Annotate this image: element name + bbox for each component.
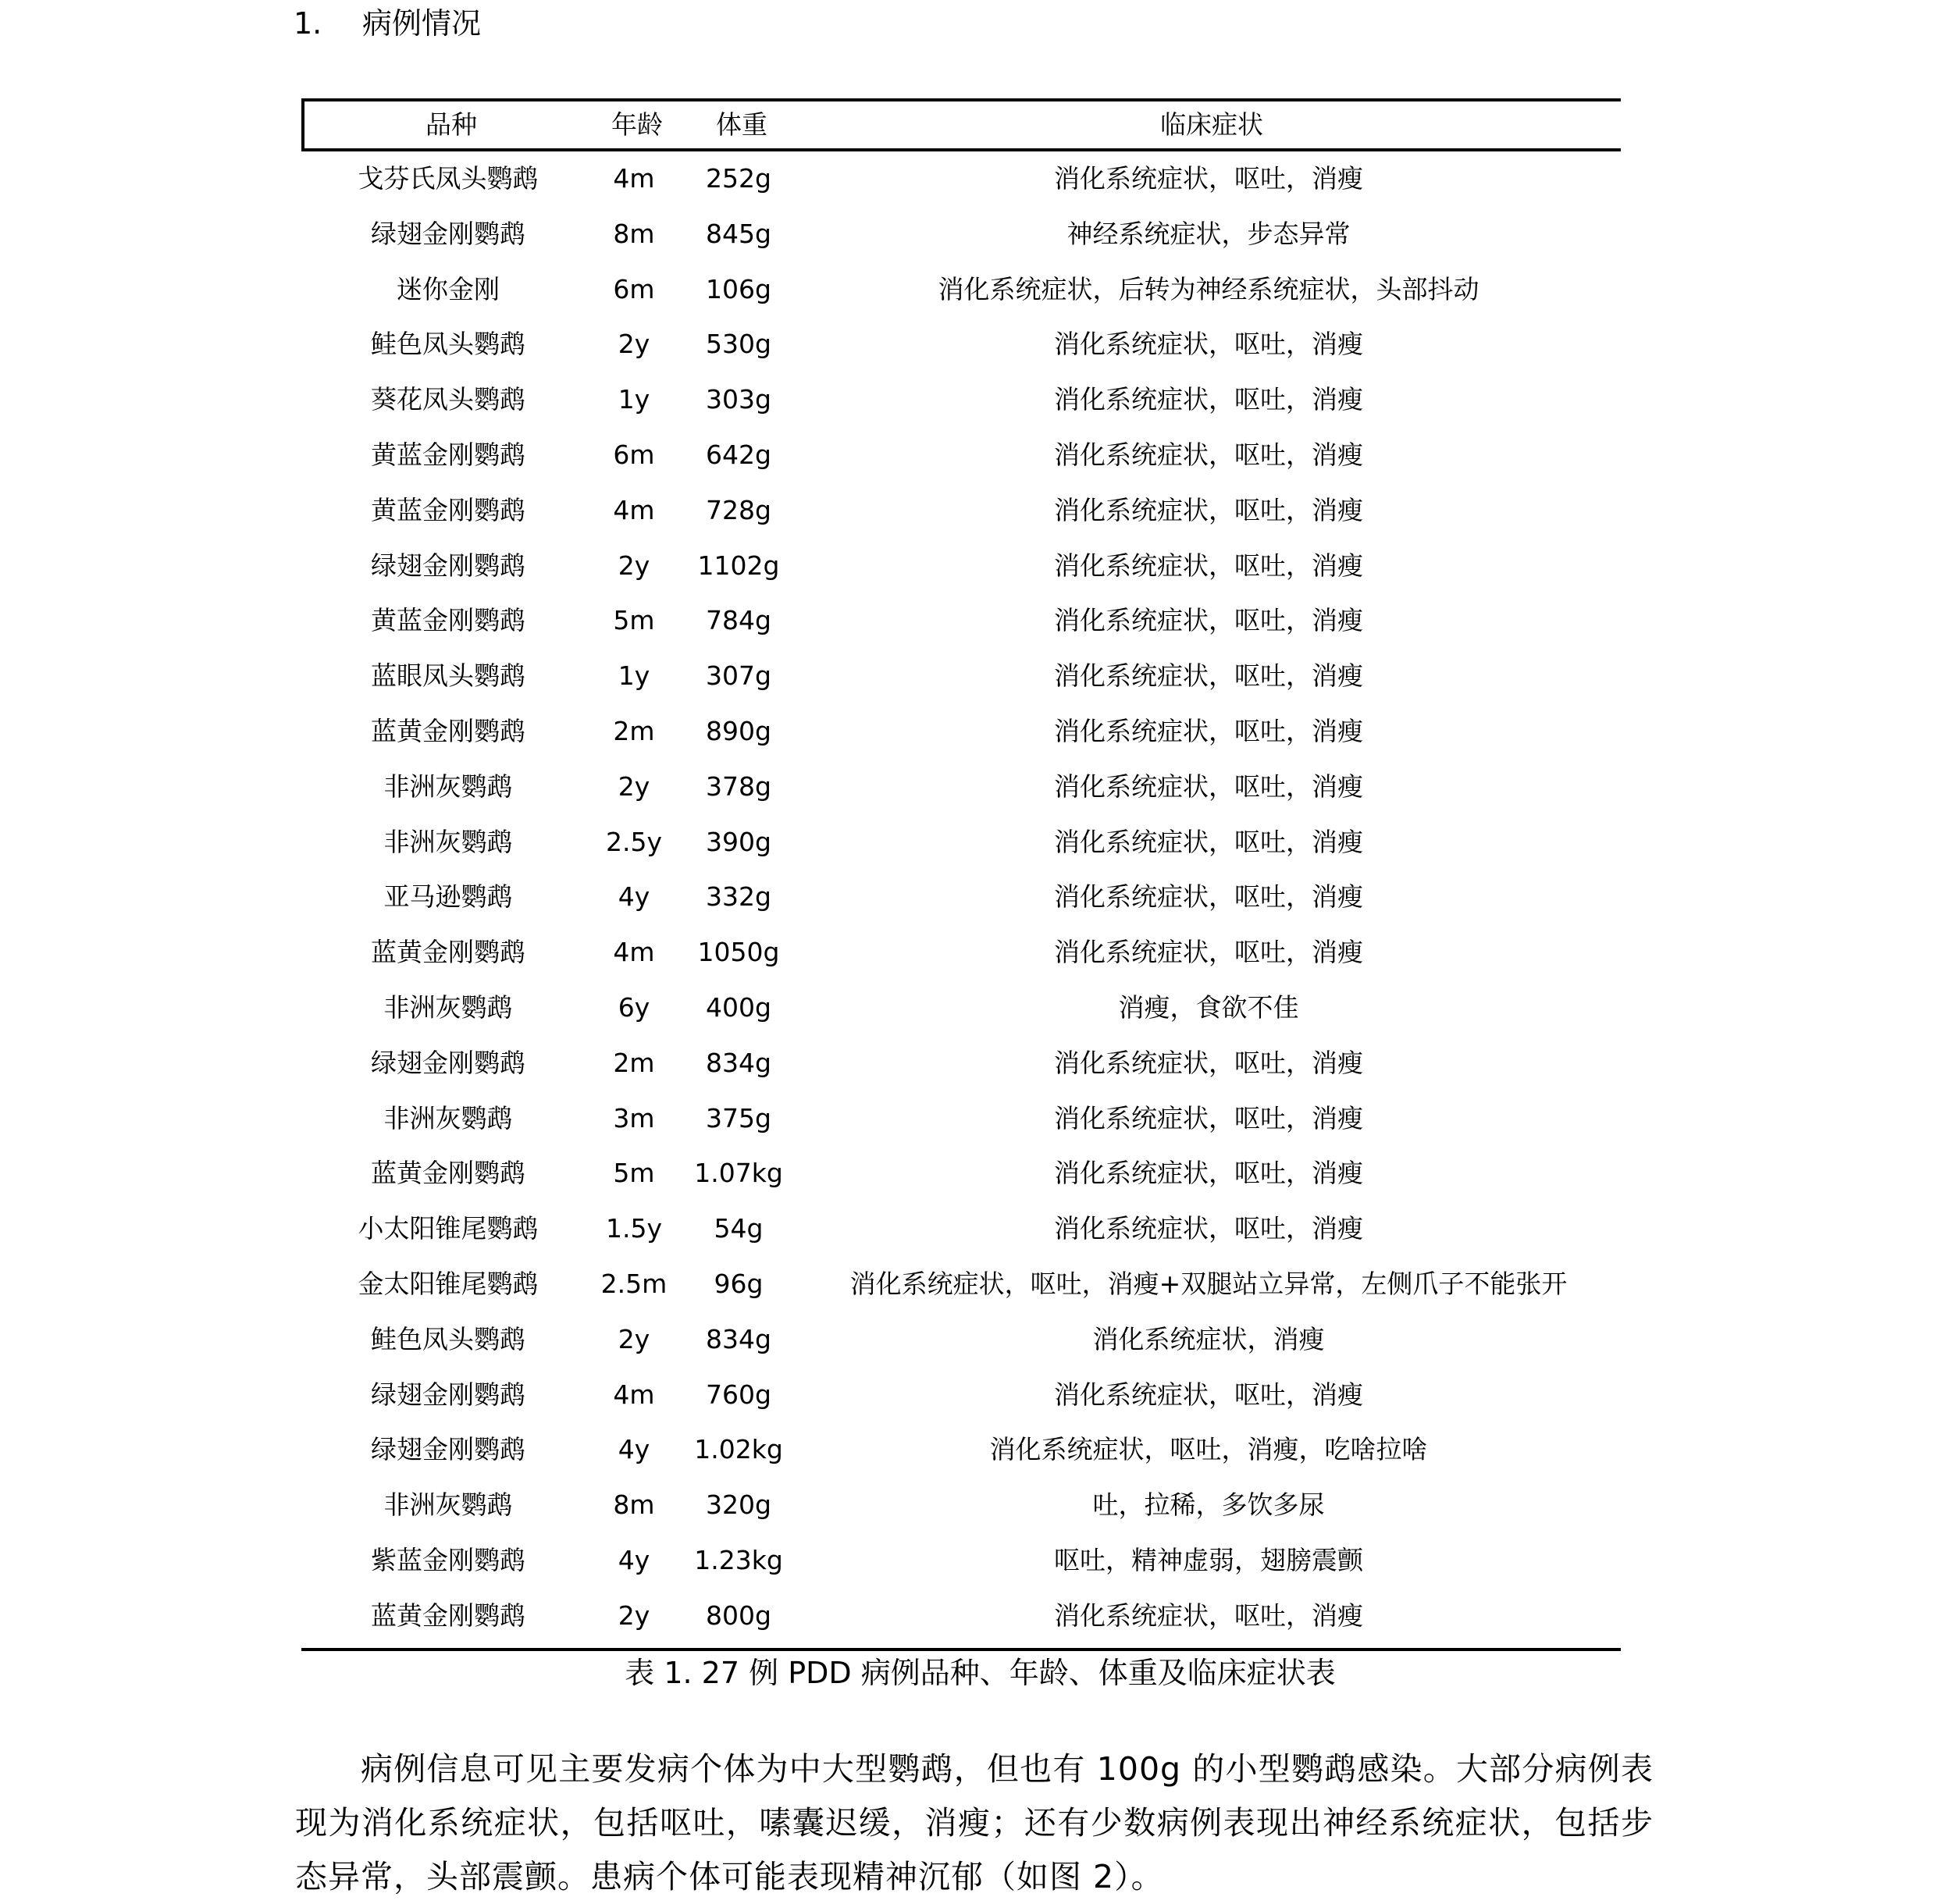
body-paragraph: 病例信息可见主要发病个体为中大型鹦鹉，但也有 100g 的小型鹦鹉感染。大部分病例表现为消化系统症状，包括呕吐，嗉囊迟缓，消瘦；还有少数病例表现出神经系统症状，包括步态异常，头部震颤。患病个体可能表现精神沉郁（如图 2）。 (295, 1750, 1654, 1895)
cell-breed: 黄蓝金刚鹦鹉 (371, 605, 525, 636)
table-row (301, 151, 1621, 207)
cell-weight: 303g (706, 384, 771, 415)
cell-age: 2y (618, 329, 650, 360)
cell-age: 1y (618, 384, 650, 415)
cell-breed: 紫蓝金刚鹦鹉 (371, 1544, 525, 1575)
table-row (301, 1146, 1621, 1201)
table-row (301, 483, 1621, 539)
cell-breed: 迷你金刚 (397, 273, 500, 304)
cell-age: 4y (618, 1544, 650, 1575)
cell-weight: 890g (706, 715, 771, 746)
table-row (301, 1312, 1621, 1368)
cell-weight: 760g (706, 1379, 771, 1410)
cell-breed: 葵花凤头鹦鹉 (371, 384, 525, 415)
cell-weight: 400g (706, 991, 771, 1023)
section-title: 病例情况 (362, 6, 482, 41)
table-row (301, 1036, 1621, 1091)
cell-weight: 834g (706, 1323, 771, 1354)
table-row (301, 870, 1621, 925)
cell-breed: 戈芬氏凤头鹦鹉 (358, 163, 539, 194)
cell-age: 8m (613, 218, 655, 249)
cell-age: 2.5m (600, 1268, 668, 1299)
table-row (301, 428, 1621, 483)
cell-symptoms: 神经系统症状，步态异常 (1066, 218, 1351, 249)
table-row (301, 593, 1621, 649)
cell-breed: 小太阳锥尾鹦鹉 (358, 1213, 539, 1244)
cell-symptoms: 消化系统症状，呕吐，消瘦 (1054, 1600, 1363, 1631)
cell-breed: 黄蓝金刚鹦鹉 (371, 439, 525, 470)
cell-breed: 非洲灰鹦鹉 (383, 991, 513, 1023)
cell-weight: 800g (706, 1600, 771, 1631)
cell-weight: 320g (706, 1489, 771, 1521)
cell-symptoms: 消化系统症状，后转为神经系统症状，头部抖动 (938, 273, 1479, 304)
cell-breed: 非洲灰鹦鹉 (383, 770, 513, 802)
cell-breed: 蓝黄金刚鹦鹉 (371, 1600, 525, 1631)
table-row (301, 317, 1621, 372)
cell-breed: 鲑色凤头鹦鹉 (371, 329, 525, 360)
table-row (301, 1478, 1621, 1533)
cell-symptoms: 消化系统症状，呕吐，消瘦，吃啥拉啥 (989, 1434, 1428, 1465)
cell-age: 2m (613, 715, 655, 746)
cell-age: 2m (613, 1047, 655, 1078)
cell-symptoms: 消化系统症状，呕吐，消瘦+双腿站立异常，左侧爪子不能张开 (849, 1268, 1568, 1299)
cell-breed: 绿翅金刚鹦鹉 (371, 550, 525, 581)
cell-age: 4y (618, 1434, 650, 1465)
cell-weight: 307g (706, 660, 771, 692)
cell-weight: 96g (714, 1268, 764, 1299)
header-age: 年龄 (611, 109, 663, 140)
table-row (301, 704, 1621, 760)
table-body (301, 151, 1621, 1644)
table-bottom-rule (301, 1648, 1621, 1651)
table-row (301, 372, 1621, 428)
table-row (301, 1533, 1621, 1589)
cell-age: 3m (613, 1102, 655, 1134)
cell-breed: 绿翅金刚鹦鹉 (371, 1379, 525, 1410)
cell-symptoms: 消化系统症状，呕吐，消瘦 (1054, 937, 1363, 968)
cell-age: 4m (613, 163, 655, 194)
cell-breed: 非洲灰鹦鹉 (383, 1489, 513, 1521)
cell-symptoms: 消化系统症状，呕吐，消瘦 (1054, 494, 1363, 525)
table-row (301, 262, 1621, 318)
table-row (301, 1201, 1621, 1257)
cell-weight: 845g (706, 218, 771, 249)
cell-symptoms: 消化系统症状，呕吐，消瘦 (1054, 826, 1363, 857)
section-heading (294, 5, 481, 42)
cell-symptoms: 消化系统症状，呕吐，消瘦 (1054, 660, 1363, 692)
cell-symptoms: 消化系统症状，呕吐，消瘦 (1054, 881, 1363, 913)
cell-weight: 378g (706, 770, 771, 802)
cell-age: 1y (618, 660, 650, 692)
cell-symptoms: 吐，拉稀，多饮多尿 (1092, 1489, 1325, 1521)
cell-weight: 728g (706, 494, 771, 525)
cell-symptoms: 消化系统症状，呕吐，消瘦 (1054, 1102, 1363, 1134)
cell-symptoms: 消化系统症状，呕吐，消瘦 (1054, 1213, 1363, 1244)
table-row (301, 207, 1621, 262)
table-row (301, 649, 1621, 704)
table-row (301, 1589, 1621, 1644)
cell-weight: 106g (706, 273, 771, 304)
cell-weight: 54g (714, 1213, 764, 1244)
cell-weight: 642g (706, 439, 771, 470)
table-row (301, 980, 1621, 1036)
cell-breed: 亚马逊鹦鹉 (383, 881, 513, 913)
table-row (301, 1368, 1621, 1423)
cell-breed: 蓝眼凤头鹦鹉 (371, 660, 525, 692)
header-breed: 品种 (425, 109, 477, 140)
table-row (301, 760, 1621, 815)
cell-symptoms: 消瘦，食欲不佳 (1118, 991, 1299, 1023)
cell-weight: 332g (706, 881, 771, 913)
cell-age: 4m (613, 937, 655, 968)
table-header (301, 98, 1621, 151)
cell-age: 2.5y (605, 826, 663, 857)
cell-weight: 530g (706, 329, 771, 360)
cell-symptoms: 消化系统症状，呕吐，消瘦 (1054, 439, 1363, 470)
table-row (301, 539, 1621, 594)
cell-age: 4m (613, 1379, 655, 1410)
cell-age: 5m (613, 1158, 655, 1189)
cell-age: 4m (613, 494, 655, 525)
cell-weight: 375g (706, 1102, 771, 1134)
cell-weight: 390g (706, 826, 771, 857)
cell-weight: 834g (706, 1047, 771, 1078)
cell-symptoms: 消化系统症状，呕吐，消瘦 (1054, 715, 1363, 746)
cell-weight: 1102g (697, 550, 780, 581)
cell-breed: 蓝黄金刚鹦鹉 (371, 715, 525, 746)
cell-breed: 蓝黄金刚鹦鹉 (371, 1158, 525, 1189)
cell-symptoms: 消化系统症状，呕吐，消瘦 (1054, 770, 1363, 802)
table-row (301, 925, 1621, 980)
cell-breed: 鲑色凤头鹦鹉 (371, 1323, 525, 1354)
table-row (301, 1422, 1621, 1478)
table-caption: 表 1. 27 例 PDD 病例品种、年龄、体重及临床症状表 (625, 1656, 1336, 1690)
cell-age: 1.5y (605, 1213, 663, 1244)
cell-symptoms: 消化系统症状，呕吐，消瘦 (1054, 550, 1363, 581)
table-row (301, 1091, 1621, 1147)
cell-breed: 绿翅金刚鹦鹉 (371, 1047, 525, 1078)
cell-age: 2y (618, 1600, 650, 1631)
cell-age: 4y (618, 881, 650, 913)
cell-age: 5m (613, 605, 655, 636)
cell-weight: 784g (706, 605, 771, 636)
cell-breed: 绿翅金刚鹦鹉 (371, 1434, 525, 1465)
table-row (301, 1257, 1621, 1312)
cell-weight: 1.02kg (694, 1434, 783, 1465)
case-table (301, 98, 1621, 1651)
cell-age: 2y (618, 550, 650, 581)
cell-weight: 252g (706, 163, 771, 194)
cell-symptoms: 消化系统症状，消瘦 (1092, 1323, 1325, 1354)
cell-breed: 蓝黄金刚鹦鹉 (371, 937, 525, 968)
cell-age: 6m (613, 273, 655, 304)
cell-weight: 1.23kg (694, 1544, 783, 1575)
cell-symptoms: 消化系统症状，呕吐，消瘦 (1054, 1379, 1363, 1410)
header-symptoms: 临床症状 (1160, 109, 1263, 140)
cell-breed: 黄蓝金刚鹦鹉 (371, 494, 525, 525)
section-number: 1. (294, 6, 322, 41)
cell-age: 6m (613, 439, 655, 470)
cell-breed: 非洲灰鹦鹉 (383, 1102, 513, 1134)
cell-weight: 1050g (697, 937, 780, 968)
cell-symptoms: 消化系统症状，呕吐，消瘦 (1054, 384, 1363, 415)
cell-symptoms: 消化系统症状，呕吐，消瘦 (1054, 1047, 1363, 1078)
cell-age: 2y (618, 1323, 650, 1354)
cell-symptoms: 消化系统症状，呕吐，消瘦 (1054, 1158, 1363, 1189)
cell-breed: 绿翅金刚鹦鹉 (371, 218, 525, 249)
cell-symptoms: 呕吐，精神虚弱，翅膀震颤 (1054, 1544, 1363, 1575)
cell-age: 6y (618, 991, 650, 1023)
cell-weight: 1.07kg (694, 1158, 783, 1189)
cell-breed: 非洲灰鹦鹉 (383, 826, 513, 857)
cell-symptoms: 消化系统症状，呕吐，消瘦 (1054, 163, 1363, 194)
cell-age: 8m (613, 1489, 655, 1521)
cell-symptoms: 消化系统症状，呕吐，消瘦 (1054, 329, 1363, 360)
header-weight: 体重 (716, 109, 767, 140)
cell-age: 2y (618, 770, 650, 802)
cell-symptoms: 消化系统症状，呕吐，消瘦 (1054, 605, 1363, 636)
table-row (301, 815, 1621, 870)
cell-breed: 金太阳锥尾鹦鹉 (358, 1268, 539, 1299)
